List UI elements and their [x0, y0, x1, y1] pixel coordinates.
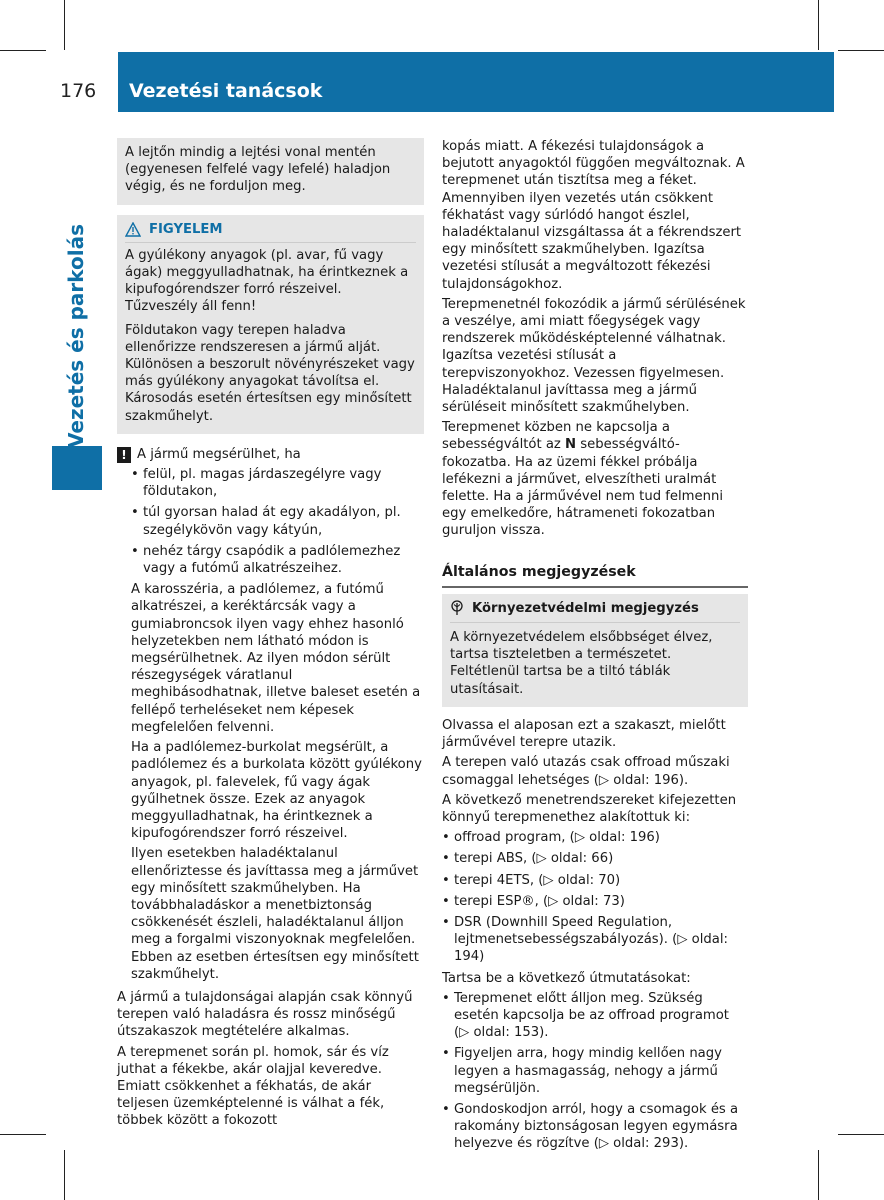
list-item: • túl gyorsan halad át egy akadályon, pl. szegélykövön vagy kátyún, [131, 504, 424, 538]
body-paragraph: Tartsa be a következő útmutatásokat: [442, 970, 691, 986]
body-paragraph: Terepmenetnél fokozódik a jármű sérülésének a veszélye, ami miatt főegységek vagy rendszerek működésképtelenné válhatnak. Igazítsa vezetési stílusát a terepviszonyokhoz. Vezessen figyelmesen. Haladéktalanul javíttassa meg a jármű sérüléseit minősített szakműhelyben. [442, 296, 746, 416]
notice-body [117, 581, 424, 983]
body-paragraph: A terepen való utazás csak offroad műszaki csomaggal lehetséges (▷ oldal: 196). [442, 755, 730, 788]
crop-mark [64, 1150, 65, 1200]
crop-mark [838, 1134, 884, 1135]
side-tab-marker [52, 446, 102, 490]
environment-note [442, 594, 748, 707]
environment-note-text: A környezetvédelem elsőbbséget élvez, tartsa tiszteletben a természetet. Feltétlenül tartsa be a tiltó táblák utasításait. [450, 630, 713, 697]
crop-mark [818, 1150, 819, 1200]
gear-position-n: N [565, 437, 577, 453]
left-body [117, 989, 424, 1130]
body-paragraph: A következő menetrendszereket kifejezetten könnyű terepmenethez alakítottuk ki: [442, 792, 737, 825]
leaf-icon [450, 600, 464, 616]
page-number: 176 [60, 80, 97, 102]
gear-text-after: sebességváltó-fokozatba. Ha az üzemi fékkel próbálja lefékezni a járművet, elveszítheti uralmát felette. Ha a járművével nem tud felmenni egy emelkedőre, hátrameneti fokozatban guruljon vissza. [442, 437, 724, 539]
side-chapter-label: Vezetés és parkolás [64, 223, 88, 449]
crop-mark [64, 0, 65, 50]
list-item: • Figyeljen arra, hogy mindig kellően nagy legyen a hasmagasság, nehogy a jármű megsérüljön. [442, 1045, 748, 1097]
exclamation-icon: ! [117, 447, 131, 463]
list-item: • terepi ESP®, (▷ oldal: 73) [442, 893, 748, 910]
notice-paragraph: Ilyen esetekben haladéktalanul ellenőriztesse és javíttassa meg a járművet egy minősített szakműhelyben. Ha továbbhaladáskor a menetbiztonság csökkenését észleli, haladéktalanul álljon meg a forgalmi viszonyoknak megfelelően. Ebben az esetben értesítsen egy minősített szakműhelyt. [131, 846, 419, 982]
left-column [117, 138, 424, 1133]
warning-label: FIGYELEM [149, 221, 223, 237]
page-title: Vezetési tanácsok [129, 80, 323, 102]
list-item: • offroad program, (▷ oldal: 196) [442, 829, 748, 846]
warning-paragraph: A gyúlékony anyagok (pl. avar, fű vagy ágak) meggyulladhatnak, ha érintkeznek a kipufogórendszer forró részeivel. Tűzveszély áll fenn! [125, 247, 409, 315]
instructions-list [442, 990, 748, 1153]
warning-header [125, 221, 416, 243]
driving-systems-list [442, 829, 748, 965]
body-paragraph: A jármű a tulajdonságai alapján csak könnyű terepen való haladásra és rossz minőségű útszakaszok megtételére alkalmas. [117, 989, 413, 1040]
list-item: • Gondoskodjon arról, hogy a csomagok és a rakomány biztonságosan legyen egymásra helyezve és rögzítve (▷ oldal: 293). [442, 1101, 748, 1153]
gear-text-before: Terepmenet közben ne kapcsolja a sebességváltót az [442, 420, 670, 453]
right-column [442, 138, 748, 1157]
list-item: • Terepmenet előtt álljon meg. Szükség esetén kapcsolja be az offroad programot (▷ oldal: 153). [442, 990, 748, 1042]
crop-mark [0, 50, 46, 51]
intro-text: A lejtőn mindig a lejtési vonal mentén (egyenesen felfelé vagy lefelé) haladjon végig, és ne forduljon meg. [125, 145, 391, 195]
damage-bullet-list [117, 466, 424, 577]
crop-mark [818, 0, 819, 50]
list-item: • felül, pl. magas járdaszegélyre vagy földutakon, [131, 466, 424, 500]
body-paragraph: kopás miatt. A fékezési tulajdonságok a bejutott anyagoktól függően megváltoznak. A terepmenet után tisztítsa meg a féket. Amennyiben ilyen vezetés után csökkent fékhatást vagy súrlódó hangot észlel, haladéktalanul vizsgáltassa át a fékrendszert egy minősített szakműhelyben. Igazítsa vezetési stílusát a megváltozott fékezési tulajdonságokhoz. [442, 139, 745, 292]
intro-box [117, 138, 424, 205]
notice-heading: A jármű megsérülhet, ha [137, 446, 301, 462]
list-item: • nehéz tárgy csapódik a padlólemezhez vagy a futómű alkatrészeihez. [131, 543, 424, 577]
crop-mark [0, 1134, 46, 1135]
environment-note-title: Környezetvédelmi megjegyzés [472, 600, 699, 616]
crop-mark [838, 50, 884, 51]
notice-paragraph: A karosszéria, a padlólemez, a futómű alkatrészei, a keréktárcsák vagy a gumiabroncsok ilyen vagy ehhez hasonló helyzetekben nem látható módon is megsérülhetnek. Az ilyen módon sérült részegységek váratlanul meghibásodhatnak, illetve baleset esetén a fellépő terheléseket nem képesek megfelelően felvenni. [131, 582, 421, 735]
notice-header [117, 446, 424, 463]
section-heading: Általános megjegyzések [442, 564, 748, 588]
list-item: • DSR (Downhill Speed Regulation, lejtmenetsebességszabályozás). (▷ oldal: 194) [442, 914, 748, 966]
list-item: • terepi ABS, (▷ oldal: 66) [442, 850, 748, 867]
warning-box [117, 215, 424, 434]
body-paragraph: Olvassa el alaposan ezt a szakaszt, mielőtt járművével terepre utazik. [442, 717, 726, 751]
damage-notice [117, 446, 424, 983]
environment-note-header [450, 600, 740, 623]
warning-paragraph: Földutakon vagy terepen haladva ellenőrizze rendszeresen a jármű alját. Különösen a beszorult növényrészeket vagy más gyúlékony anyagokat távolítsa el. Károsodás esetén értesítsen egy minősített szakműhelyt. [125, 322, 415, 424]
notice-paragraph: Ha a padlólemez-burkolat megsérült, a padlólemez és a burkolata között gyúlékony anyagok, pl. falevelek, fű vagy ágak gyűlhetnek össze. Ezek az anyagok meggyulladhatnak, ha érintkeznek a kipufogórendszer forró részeivel. [131, 740, 422, 842]
list-item: • terepi 4ETS, (▷ oldal: 70) [442, 872, 748, 889]
warning-triangle-icon [125, 222, 141, 237]
body-paragraph: A terepmenet során pl. homok, sár és víz juthat a fékekbe, akár olajjal keveredve. Emiatt csökkenhet a fékhatás, de akár teljesen üzemképtelenné is válhat a fék, többek között a fokozott [117, 1044, 389, 1129]
gear-paragraph [442, 419, 748, 539]
